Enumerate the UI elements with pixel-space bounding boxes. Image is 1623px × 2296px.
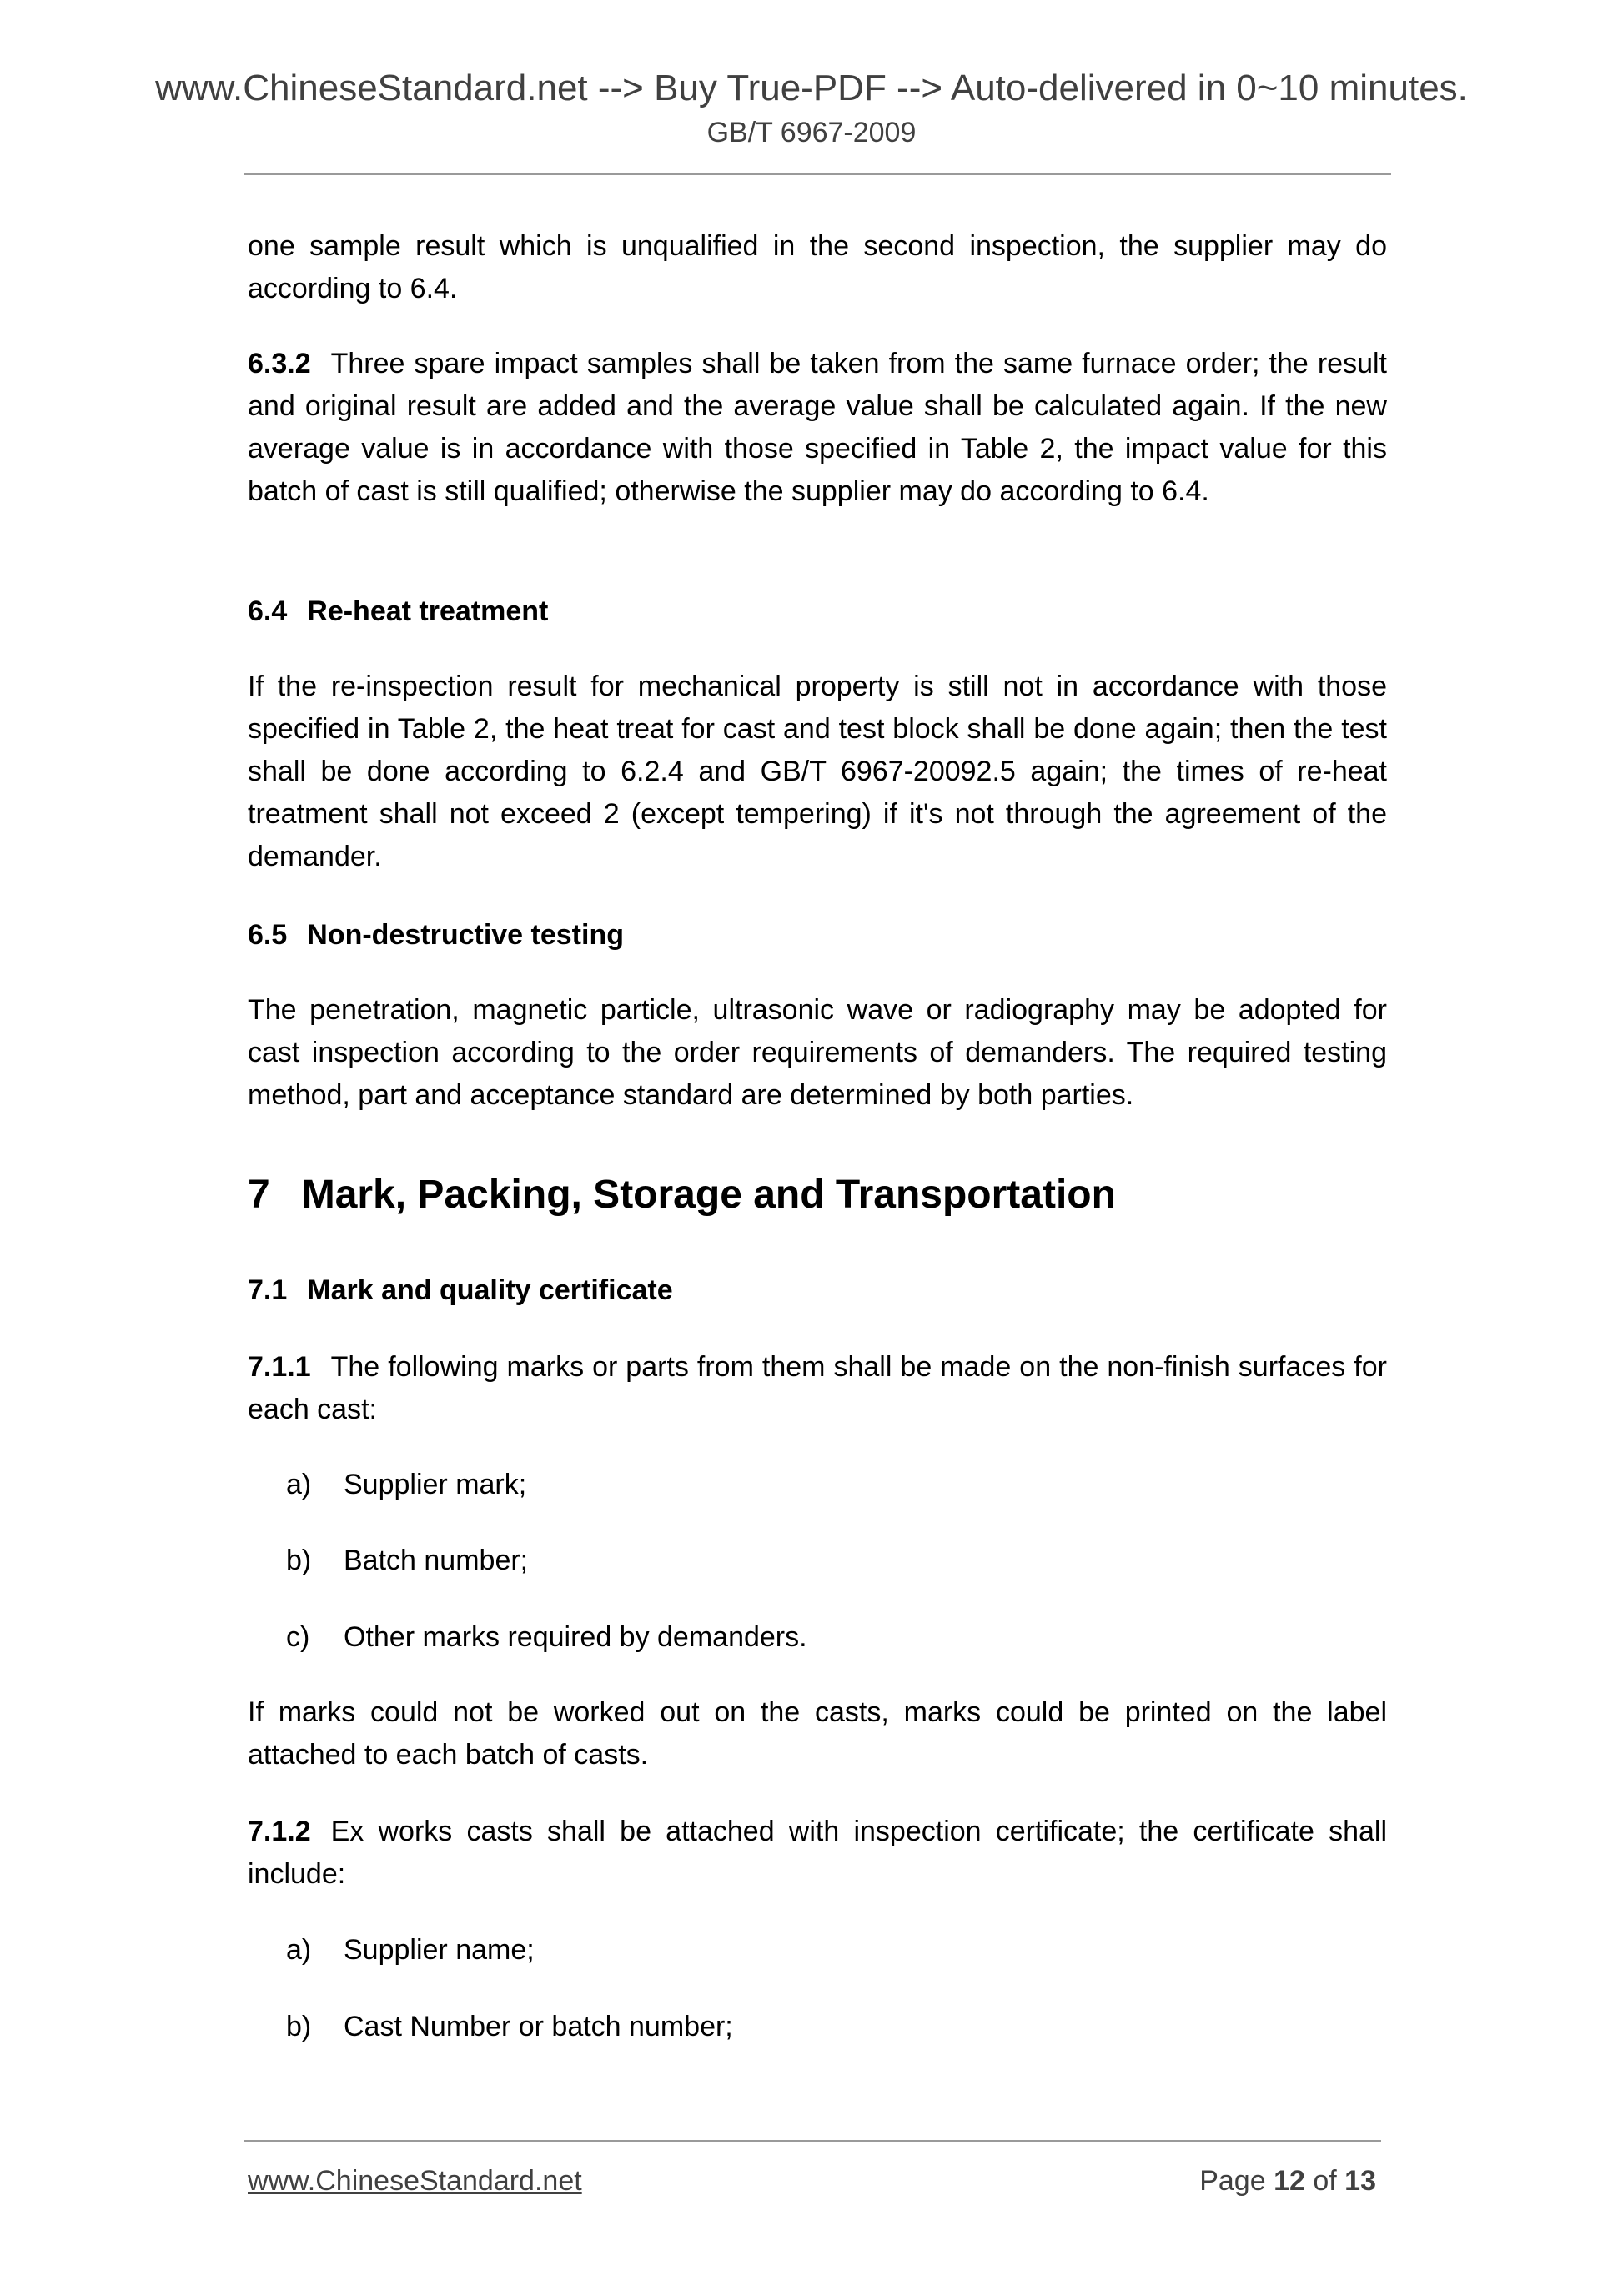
list-text: Supplier mark; — [344, 1469, 527, 1500]
page-label: Page — [1199, 2165, 1266, 2197]
heading-6-5 — [248, 914, 1387, 957]
list-marker: b) — [286, 1545, 312, 1576]
list-item — [286, 1540, 528, 1582]
heading-title: Mark and quality certificate — [307, 1274, 673, 1306]
clause-number: 7.1.2 — [248, 1816, 311, 1847]
paragraph: The penetration, magnetic particle, ultrasonic wave or radiography may be adopted for cast inspection according to the order requirements of demanders. The required testing method, part and acceptance standard are determined by both parties. — [248, 994, 1387, 1111]
list-text: Other marks required by demanders. — [344, 1621, 807, 1653]
clause-text: The following marks or parts from them shall be made on the non-finish surfaces for each cast: — [248, 1351, 1387, 1425]
heading-title: Mark, Packing, Storage and Transportation — [301, 1173, 1116, 1217]
paragraph: If the re-inspection result for mechanical property is still not in accordance with those specified in Table 2, the heat treat for cast and test block shall be done again; then the test shall be done according to 6.2.4 and GB/T 6967-20092.5 again; the times of re-heat treatment shall not exceed 2 (except tempering) if it's not through the agreement of the demander. — [248, 671, 1387, 872]
page-number — [1199, 2162, 1376, 2200]
list-text: Supplier name; — [344, 1934, 535, 1966]
clause-number: 7.1.1 — [248, 1351, 311, 1383]
list-marker: a) — [286, 1934, 312, 1966]
footer-link-wrap — [248, 2162, 582, 2200]
paragraph: If marks could not be worked out on the casts, marks could be printed on the label attached to each batch of casts. — [248, 1696, 1387, 1771]
standard-number: GB/T 6967-2009 — [706, 117, 917, 148]
list-item — [286, 2006, 733, 2048]
list-marker: b) — [286, 2011, 312, 2042]
clause-6-3-2 — [248, 343, 1387, 513]
clause-text: Three spare impact samples shall be taken from the same furnace order; the result and original result are added and the average value shall be calculated again. If the new average value is in accordance with those specified in Table 2, the impact value for this batch of cast is still qualified; otherwise the supplier may do according to 6.4. — [248, 348, 1387, 507]
footer-rule — [244, 2140, 1381, 2142]
header-rule — [244, 173, 1391, 175]
heading-number: 6.4 — [248, 595, 288, 627]
heading-7 — [248, 1170, 1387, 1220]
clause-number: 6.3.2 — [248, 348, 311, 379]
page-of: of — [1313, 2165, 1337, 2197]
clause-text: Ex works casts shall be attached with inspection certificate; the certificate shall include: — [248, 1816, 1387, 1890]
clause-7-1-2 — [248, 1811, 1387, 1896]
list-text: Batch number; — [344, 1545, 529, 1576]
paragraph: one sample result which is unqualified in the second inspection, the supplier may do according to 6.4. — [248, 230, 1387, 304]
heading-6-4 — [248, 590, 1387, 633]
heading-title: Non-destructive testing — [307, 919, 624, 951]
current-page: 12 — [1274, 2165, 1305, 2197]
total-pages: 13 — [1344, 2165, 1376, 2197]
clause-7-1-1 — [248, 1346, 1387, 1431]
heading-title: Re-heat treatment — [307, 595, 549, 627]
header-banner: www.ChineseStandard.net --> Buy True-PDF --> Auto-delivered in 0~10 minutes. — [155, 68, 1468, 108]
list-marker: c) — [286, 1621, 310, 1653]
list-item — [286, 1616, 807, 1659]
heading-number: 7 — [248, 1173, 270, 1217]
list-item — [286, 1464, 526, 1506]
heading-number: 6.5 — [248, 919, 288, 951]
list-item — [286, 1929, 535, 1972]
footer-link[interactable]: www.ChineseStandard.net — [248, 2165, 582, 2197]
list-text: Cast Number or batch number; — [344, 2011, 733, 2042]
heading-number: 7.1 — [248, 1274, 288, 1306]
list-marker: a) — [286, 1469, 312, 1500]
heading-7-1 — [248, 1269, 1387, 1312]
